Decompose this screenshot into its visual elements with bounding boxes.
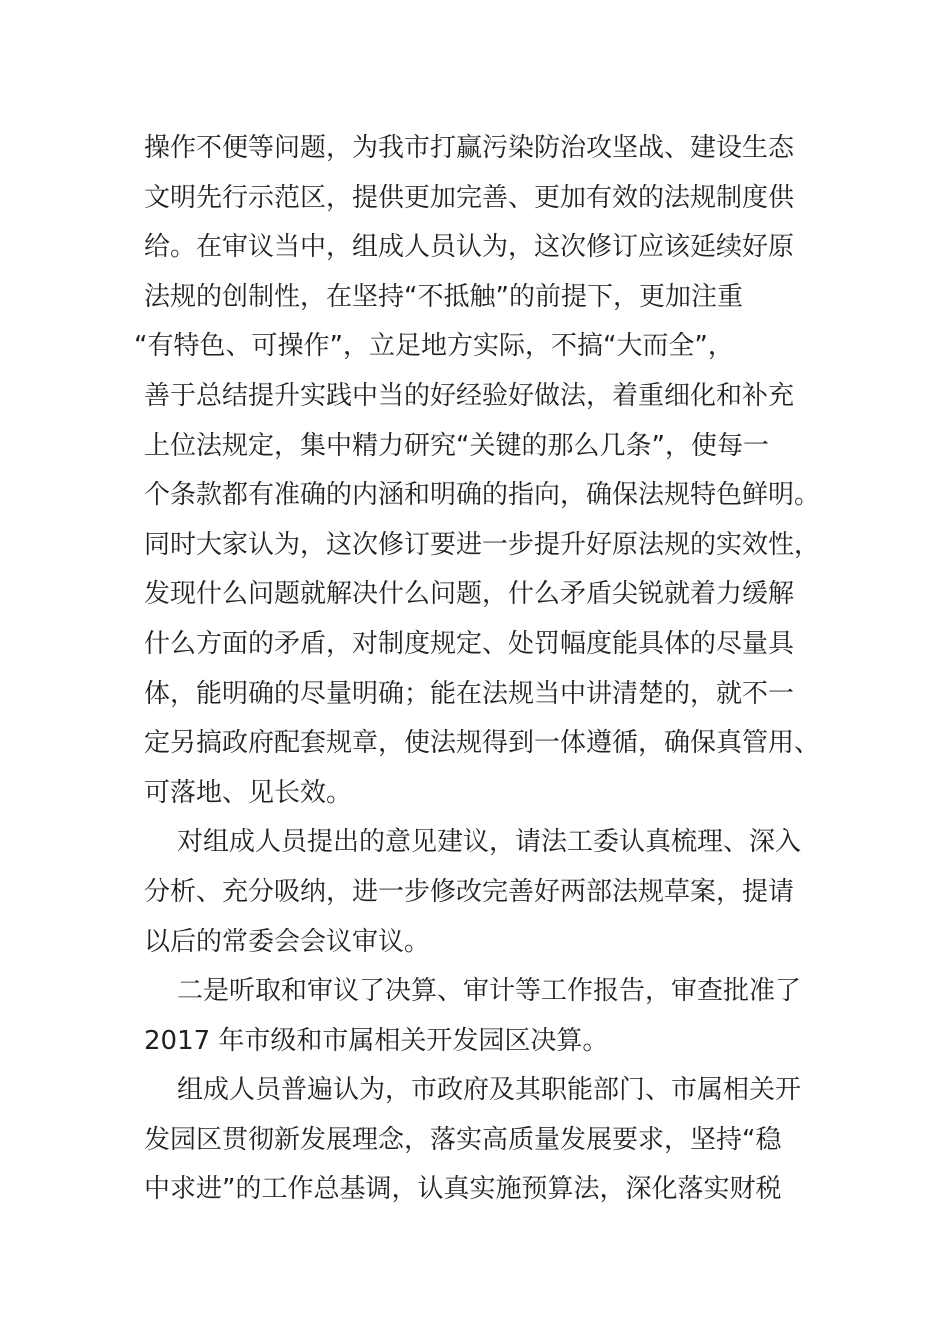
- text-line: 体，能明确的尽量明确；能在法规当中讲清楚的，就不一: [144, 678, 795, 709]
- text-line: 同时大家认为，这次修订要进一步提升好原法规的实效性，: [144, 529, 821, 560]
- text-line: 可落地、见长效。: [144, 777, 353, 808]
- paragraph-first-line: 二是听取和审议了决算、审计等工作报告，审查批准了: [177, 976, 802, 1007]
- text-line: 操作不便等问题，为我市打赢污染防治攻坚战、建设生态: [144, 133, 795, 163]
- text-line: 2017 年市级和市属相关开发园区决算。: [144, 1025, 609, 1056]
- text-line: 分析、充分吸纳，进一步修改完善好两部法规草案，提请: [144, 876, 795, 907]
- text-line: 什么方面的矛盾，对制度规定、处罚幅度能具体的尽量具: [144, 628, 795, 659]
- text-line: 以后的常委会会议审议。: [144, 926, 431, 957]
- paragraph-first-line: 对组成人员提出的意见建议，请法工委认真梳理、深入: [177, 827, 802, 858]
- text-line: 发现什么问题就解决什么问题，什么矛盾尖锐就着力缓解: [144, 579, 795, 610]
- text-line: 善于总结提升实践中当的好经验好做法，着重细化和补充: [144, 380, 795, 411]
- text-line: 给。在审议当中，组成人员认为，这次修订应该延续好原: [144, 232, 795, 263]
- text-line: 法规的创制性，在坚持“不抵触”的前提下，更加注重: [144, 281, 743, 312]
- text-line: 个条款都有准确的内涵和明确的指向，确保法规特色鲜明。: [144, 480, 821, 511]
- text-line: 上位法规定，集中精力研究“关键的那么几条”，使每一: [144, 430, 769, 461]
- document-body: [134, 124, 821, 1215]
- text-line: 发园区贯彻新发展理念，落实高质量发展要求，坚持“稳: [144, 1124, 782, 1155]
- text-line: 中求进”的工作总基调，认真实施预算法，深化落实财税: [144, 1174, 782, 1205]
- text-line: 文明先行示范区，提供更加完善、更加有效的法规制度供: [144, 182, 795, 213]
- text-line: 定另搞政府配套规章，使法规得到一体遵循，确保真管用、: [144, 728, 821, 759]
- text-line: “有特色、可操作”，立足地方实际，不搞“大而全”，: [134, 331, 734, 362]
- paragraph-first-line: 组成人员普遍认为，市政府及其职能部门、市属相关开: [177, 1075, 802, 1106]
